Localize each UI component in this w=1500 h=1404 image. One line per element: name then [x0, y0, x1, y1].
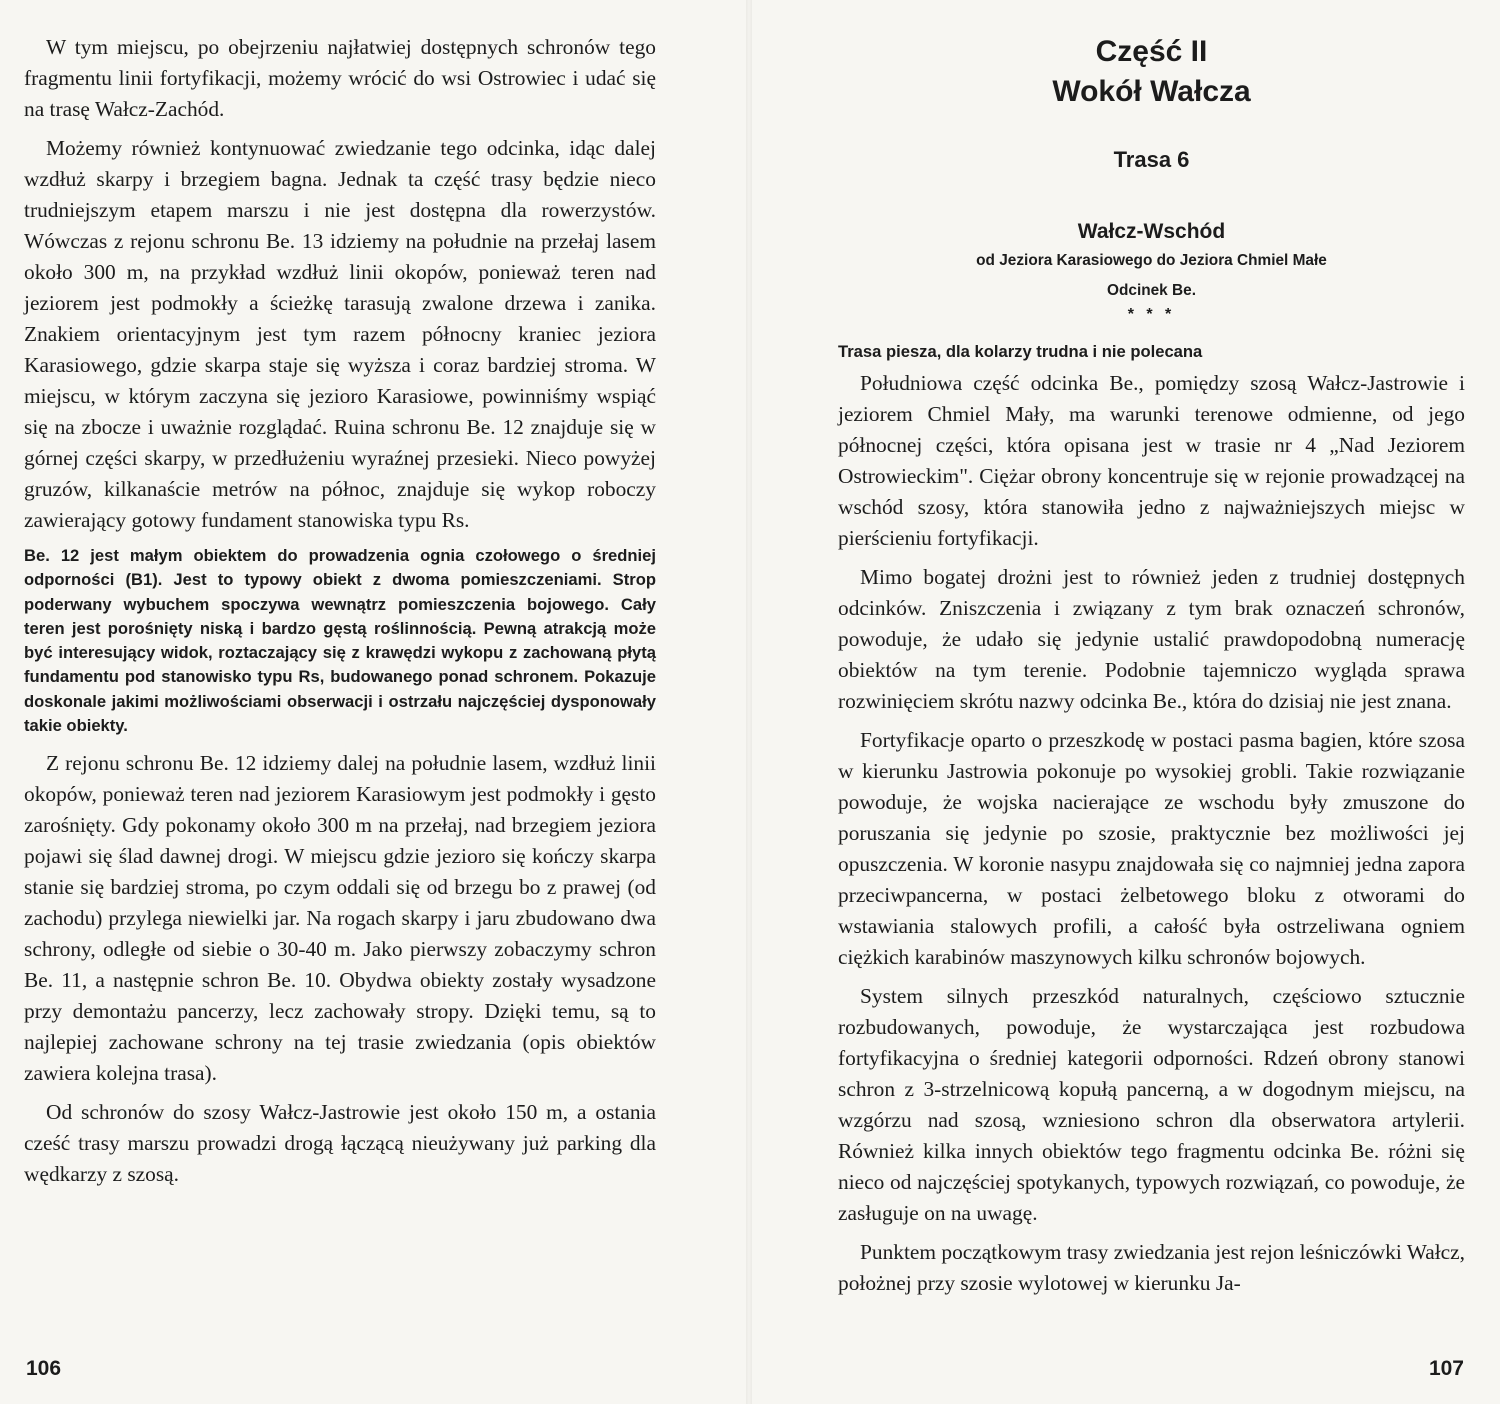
- subtitle-line2: Odcinek Be.: [1107, 282, 1196, 299]
- part-title-line1: Część II: [1095, 35, 1208, 68]
- left-paragraph-4: Od schronów do szosy Wałcz-Jastrowie jest około 150 m, a ostania cześć trasy marszu prowadzi drogą łączącą nieużywany już parking dla wędkarzy z szosą.: [24, 1100, 656, 1187]
- page-number-left: 106: [26, 1357, 62, 1380]
- right-text-column: [838, 32, 1465, 1307]
- part-title-line2: Wokół Wałcza: [1052, 75, 1251, 108]
- section-title: Wałcz-Wschód: [1077, 220, 1226, 243]
- right-page: [752, 0, 1500, 1404]
- route-title: Trasa 6: [1113, 147, 1190, 172]
- left-text-column: [24, 32, 656, 1198]
- subtitle-line1: od Jeziora Karasiowego do Jeziora Chmiel Małe: [976, 252, 1327, 269]
- page-number-right: 107: [1428, 1357, 1464, 1380]
- section-stars: * * *: [1127, 306, 1176, 323]
- left-paragraph-2: Możemy również kontynuować zwiedzanie tego odcinka, idąc dalej wzdłuż skarpy i brzegiem bagna. Jednak ta część trasy będzie nieco trudniejszym etapem marszu i nie jest dostępna dla rowerzystów. Wówczas z rejonu schronu Be. 13 idziemy na południe na przełaj lasem około 300 m, na przykład wzdłuż linii okopów, ponieważ teren nad jeziorem jest podmokły a ścieżkę tarasują zwalone drzewa i zanika. Znakiem orientacyjnym jest tym razem północny kraniec jeziora Karasiowego, gdzie skarpa staje się wyższa i coraz bardziej stroma. W miejscu, w którym zaczyna się jezioro Karasiowe, powinniśmy wspiąć się na zbocze i uważnie rozglądać. Ruina schronu Be. 12 znajduje się w górnej części skarpy, w przedłużeniu wyraźnej przesieki. Nieco powyżej gruzów, kilkanaście metrów na północ, znajduje się wykop roboczy zawierający gotowy fundament stanowiska typu Rs.: [24, 136, 656, 532]
- right-paragraph-2: Mimo bogatej drożni jest to również jeden z trudniej dostępnych odcinków. Zniszczenia i związany z tym brak oznaczeń schronów, powoduje, że udało się jedynie ustalić prawdopodobną numerację obiektów na tym terenie. Podobnie tajemniczo wygląda sprawa rozwinięciem skrótu nazwy odcinka Be., która do dzisiaj nie jest znana.: [838, 565, 1465, 713]
- right-paragraph-5: Punktem początkowym trasy zwiedzania jest rejon leśniczówki Wałcz, położnej przy szosie wylotowej w kierunku Ja-: [838, 1240, 1465, 1295]
- left-page: [0, 0, 748, 1404]
- right-paragraph-4: System silnych przeszkód naturalnych, częściowo sztucznie rozbudowanych, powoduje, że wystarczająca jest rozbudowa fortyfikacyjna o średniej kategorii odporności. Rdzeń obrony stanowi schron z 3-strzelnicową kopułą pancerną, a w dogodnym miejscu, na wzgórzu nad szosą, wzniesiono schron dla obserwatora artylerii. Również kilka innych obiektów tego fragmentu odcinka Be. różni się nieco od najczęściej spotykanych, typowych rozwiązań, co powoduje, że zasługuje on na uwagę.: [838, 984, 1465, 1225]
- route-kind: Trasa piesza, dla kolarzy trudna i nie polecana: [838, 342, 1203, 361]
- right-paragraph-1: Południowa część odcinka Be., pomiędzy szosą Wałcz-Jastrowie i jeziorem Chmiel Mały, ma warunki terenowe odmienne, od jego północnej części, która opisana jest w trasie nr 4 „Nad Jeziorem Ostrowieckim". Ciężar obrony koncentruje się w rejonie prowadzącej na wschód szosy, która stanowiła jedno z najważniejszych miejsc w pierścieniu fortyfikacji.: [838, 371, 1465, 550]
- right-paragraph-3: Fortyfikacje oparto o przeszkodę w postaci pasma bagien, które szosa w kierunku Jastrowia pokonuje po wysokiej grobli. Takie rozwiązanie powoduje, że wojska nacierające ze wschodu były zmuszone do poruszania się jedynie po szosie, praktycznie bez możliwości jej opuszczenia. W koronie nasypu znajdowała się co najmniej jedna zapora przeciwpancerna, w postaci żelbetowego bloku z otworami do wstawiania stalowych profili, a całość była ostrzeliwana ogniem ciężkich karabinów maszynowych kilku schronów bojowych.: [838, 728, 1465, 969]
- bunker-note: Be. 12 jest małym obiektem do prowadzenia ognia czołowego o średniej odporności (B1). Jest to typowy obiekt z dwoma pomieszczeniami. Strop poderwany wybuchem spoczywa wewnątrz pomieszczenia bojowego. Cały teren jest porośnięty niską i bardzo gęstą roślinnością. Pewną atrakcją może być interesujący widok, roztaczający się z krawędzi wykopu z zachowaną płytą fundamentu pod stanowisko typu Rs, budowanego ponad schronem. Pokazuje doskonale jakimi możliwościami obserwacji i ostrzału najczęściej dysponowały takie obiekty.: [24, 546, 656, 736]
- left-paragraph-3: Z rejonu schronu Be. 12 idziemy dalej na południe lasem, wzdłuż linii okopów, ponieważ teren nad jeziorem Karasiowym jest podmokły i gęsto zarośnięty. Gdy pokonamy około 300 m na przełaj, nad brzegiem jeziora pojawi się ślad dawnej drogi. W miejscu gdzie jezioro się kończy skarpa stanie się bardziej stroma, po czym oddali się od brzegu bo z prawej (od zachodu) przylega niewielki jar. Na rogach skarpy i jaru zbudowano dwa schrony, odległe od siebie o 30-40 m. Jako pierwszy zobaczymy schron Be. 11, a następnie schron Be. 10. Obydwa obiekty zostały wysadzone przy demontażu pancerzy, lecz zachowały stropy. Dzięki temu, są to najlepiej zachowane schrony na tej trasie zwiedzania (opis obiektów zawiera kolejna trasa).: [24, 751, 656, 1086]
- left-paragraph-1: W tym miejscu, po obejrzeniu najłatwiej dostępnych schronów tego fragmentu linii fortyfikacji, możemy wrócić do wsi Ostrowiec i udać się na trasę Wałcz-Zachód.: [24, 35, 656, 121]
